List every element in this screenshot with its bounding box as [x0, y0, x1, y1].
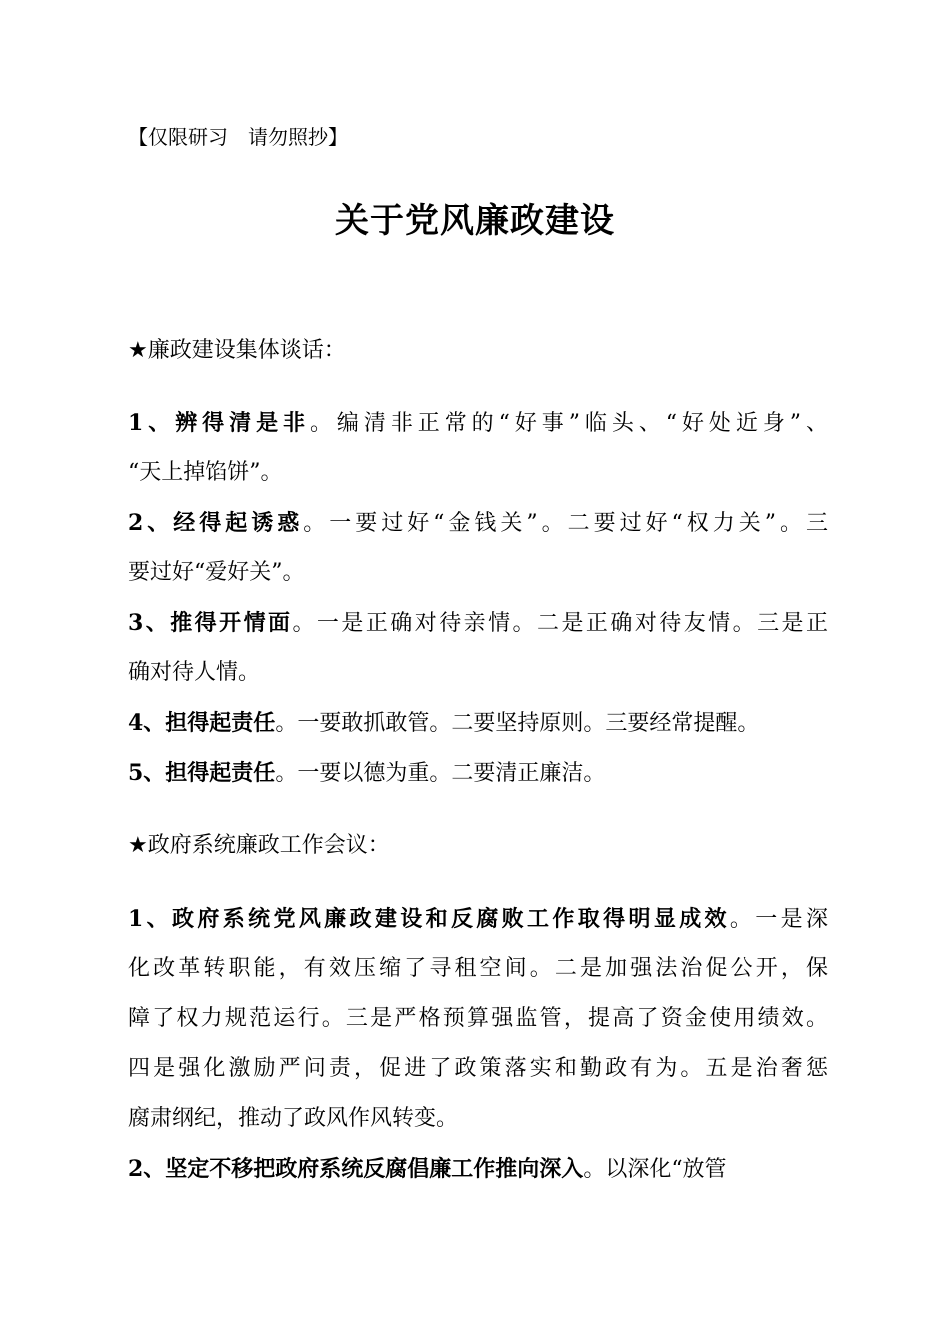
- paragraph-line: [128, 748, 828, 798]
- section-body-government-meeting: [128, 894, 828, 1194]
- paragraph-line: [128, 498, 828, 548]
- item-text: 。编清非正常的“好事”临头、“好处近身”、: [309, 411, 828, 436]
- list-item: [128, 748, 828, 798]
- item-keyword: 3、推得开情面: [128, 610, 293, 636]
- item-text: 。一要以德为重。二要清正廉洁。: [275, 761, 606, 786]
- item-text: 。一要敢抓敢管。二要坚持原则。三要经常提醒。: [275, 711, 760, 736]
- item-text: 。一是正确对待亲情。二是正确对待友情。三是正: [292, 611, 828, 636]
- section-body-collective-talk: [128, 398, 828, 798]
- paragraph-line: [128, 994, 828, 1044]
- paragraph-line: [128, 1094, 828, 1144]
- paragraph-line: [128, 598, 828, 648]
- list-item: [128, 598, 828, 698]
- paragraph-line: [128, 398, 828, 448]
- section-heading-collective-talk: ★廉政建设集体谈话：: [128, 338, 346, 363]
- item-text: “天上掉馅饼”。: [128, 460, 283, 485]
- paragraph-line: [128, 894, 828, 944]
- item-text: 确对待人情。: [128, 660, 261, 685]
- paragraph-line: [128, 1044, 828, 1094]
- item-text: 化改革转职能，有效压缩了寻租空间。二是加强法治促公开，保: [128, 956, 828, 981]
- list-item: [128, 698, 828, 748]
- list-item: [128, 498, 828, 598]
- item-text: 障了权力规范运行。三是严格预算强监管，提高了资金使用绩效。: [128, 1006, 828, 1031]
- list-item: [128, 398, 828, 498]
- item-keyword: 2、坚定不移把政府系统反腐倡廉工作推向深入: [128, 1156, 584, 1182]
- study-only-notice: 【仅限研习 请勿照抄】: [128, 125, 348, 149]
- page-title: 关于党风廉政建设: [335, 201, 615, 241]
- item-text: 四是强化激励严问责，促进了政策落实和勤政有为。五是治奢惩: [128, 1056, 828, 1081]
- item-keyword: 1、政府系统党风廉政建设和反腐败工作取得明显成效: [128, 906, 730, 932]
- paragraph-line: [128, 944, 828, 994]
- paragraph-line: [128, 1144, 828, 1194]
- item-text: 腐肃纲纪，推动了政风作风转变。: [128, 1106, 459, 1131]
- section-heading-government-meeting: ★政府系统廉政工作会议：: [128, 833, 390, 858]
- paragraph-line: [128, 448, 828, 498]
- list-item: [128, 894, 828, 1144]
- item-text: 。一是深: [729, 907, 828, 932]
- item-keyword: 2、经得起诱惑: [128, 510, 304, 536]
- paragraph-line: [128, 548, 828, 598]
- item-text: 。以深化“放管: [583, 1157, 727, 1182]
- paragraph-line: [128, 648, 828, 698]
- item-keyword: 4、担得起责任: [128, 710, 276, 736]
- item-text: 。一要过好“金钱关”。二要过好“权力关”。三: [303, 511, 828, 536]
- item-text: 要过好“爱好关”。: [128, 560, 305, 585]
- paragraph-line: [128, 698, 828, 748]
- item-keyword: 1、辨得清是非: [128, 410, 310, 436]
- list-item: [128, 1144, 828, 1194]
- item-keyword: 5、担得起责任: [128, 760, 276, 786]
